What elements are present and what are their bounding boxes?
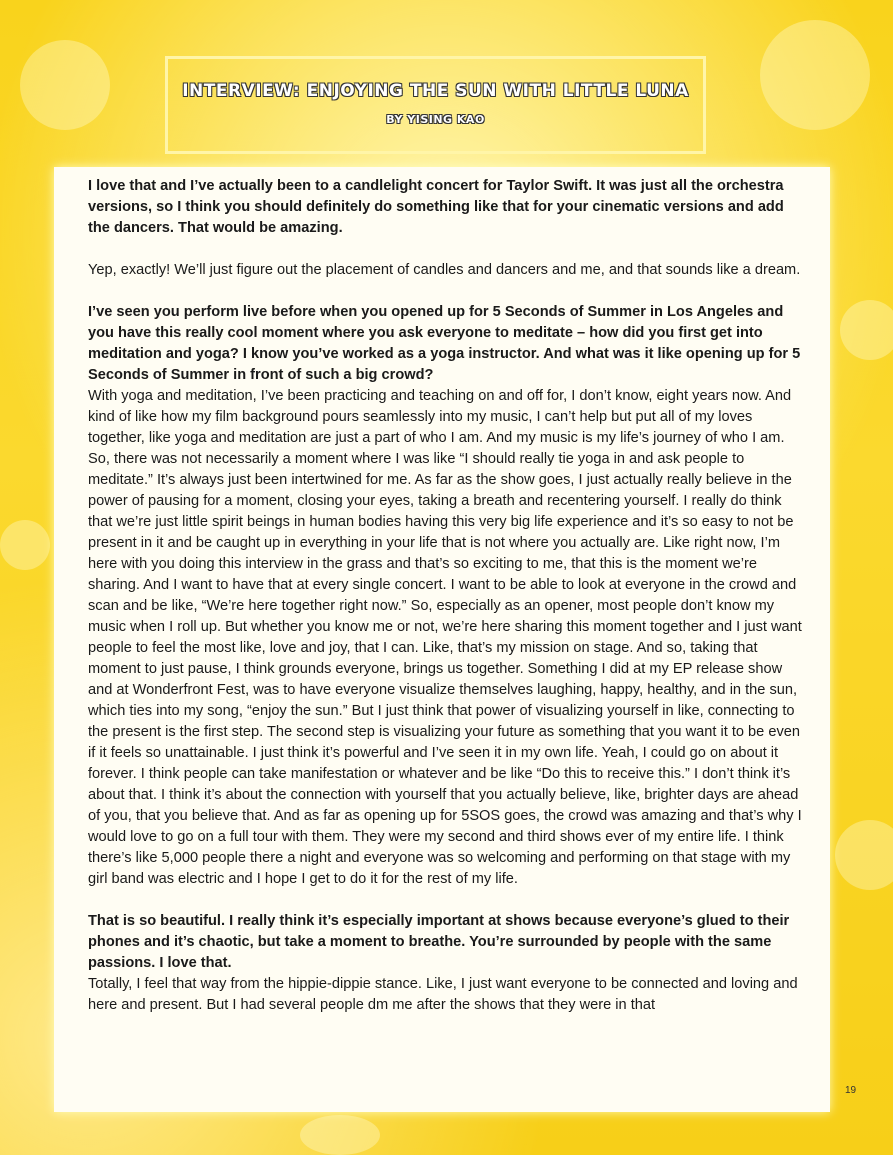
interview-answer: With yoga and meditation, I’ve been practicing and teaching on and off for, I don’t know, eight years now. And kind of like how my film background pours seamlessly into my music, I can’t help but put all of my loves together, like yoga and meditation are just a part of who I am. And my music is my life’s journey of who I am. So, there was not necessarily a moment where I was like “I should really tie yoga in and ask people to meditate.” It’s always just been intertwined for me. As far as the show goes, I just actually really believe in the power of pausing for a moment, closing your eyes, taking a breath and recentering yourself. I really do think that we’re just little spirit beings in human bodies having this very big life experience and it’s so easy to not be present in it and be caught up in everything in your life that is not where you actually are. Like right now, I’m here with you doing this interview in the grass and that’s so exciting to me, that this is the moment we’re sharing. And I want to have that at every single concert. I want to be able to look at everyone in the crowd and scan and be like, “We’re here together right now.” So, especially as an opener, most people don’t know my music when I roll up. But whether you know me or not, we’re here sharing this moment together and I just want people to feel the most like, love and joy, that I can. Like, that’s my mission on stage. And so, taking that moment to just pause, I think grounds everyone, brings us together. Something I did at my EP release show and at Wonderfront Fest, was to have everyone visualize themselves laughing, happy, healthy, and in the sun, which ties into my song, “enjoy the sun.” But I just think that power of visualizing yourself in like, connecting to the present is the first step. The second step is visualizing your future as something that you want it to be even if it feels so unattainable. I just think it’s powerful and I’ve seen it in my own life. Yeah, I could go on about it forever. I think people can take manifestation or whatever and be like “Do this to receive this.” I don’t think it’s about that. I think it’s about the connection with yourself that you actually believe, like, brighter days are ahead of you, that you believe that. And as far as opening up for 5SOS goes, the crowd was amazing and that’s why I would love to go on a full tour with them. They were my second and third shows ever of my entire life. I think there’s like 5,000 people there a night and everyone was so welcoming and performing on that stage with my girl band was electric and I hope I get to do it for the rest of my life. [88,388,802,887]
page-number: 19 [845,1085,857,1096]
article-text [88,176,804,1016]
bokeh-light [835,820,893,890]
bokeh-light [840,300,893,360]
interview-answer: Yep, exactly! We’ll just figure out the placement of candles and dancers and me, and that sounds like a dream. [88,262,801,278]
article-header [165,56,706,154]
article-title: INTERVIEW: ENJOYING THE SUN WITH LITTLE LUNA [182,81,689,101]
interview-question: I love that and I’ve actually been to a candlelight concert for Taylor Swift. It was just all the orchestra versions, so I think you should definitely do something like that for your cinematic versions and add the dancers. That would be amazing. [88,178,784,236]
interview-question: I’ve seen you perform live before when you opened up for 5 Seconds of Summer in Los Angeles and you have this really cool moment where you ask everyone to meditate – how did you first get into meditation and yoga? I know you’ve worked as a yoga instructor. And what was it like opening up for 5 Seconds of Summer in front of such a big crowd? [88,304,801,383]
bokeh-light [0,520,50,570]
bokeh-light [300,1115,380,1155]
interview-question: That is so beautiful. I really think it’s especially important at shows because everyone’s glued to their phones and it’s chaotic, but take a moment to breathe. You’re surrounded by people with the same passions. I love that. [88,913,790,971]
bokeh-light [760,20,870,130]
bokeh-light [20,40,110,130]
article-byline: BY YISING KAO [386,113,485,126]
article-body-panel [54,167,830,1112]
interview-answer: Totally, I feel that way from the hippie-dippie stance. Like, I just want everyone to be connected and loving and here and present. But I had several people dm me after the shows that they were in that [88,976,798,1013]
